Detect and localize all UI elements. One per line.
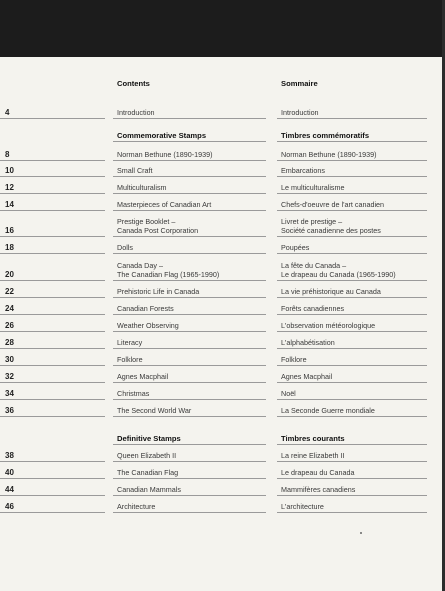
page-number: 34 bbox=[5, 389, 14, 398]
title-fr: La reine Elizabeth II bbox=[281, 451, 345, 460]
title-en: Literacy bbox=[117, 338, 143, 347]
title-en: Queen Elizabeth II bbox=[117, 451, 177, 460]
toc-row-intro[interactable] bbox=[0, 103, 425, 119]
top-dark-band bbox=[0, 0, 445, 57]
toc-row[interactable] bbox=[0, 145, 425, 161]
page-number: 20 bbox=[5, 270, 14, 279]
rule-fr bbox=[277, 416, 427, 417]
page-number: 10 bbox=[5, 166, 14, 175]
section-heading-definitive bbox=[0, 429, 425, 445]
title-en: Folklore bbox=[117, 355, 143, 364]
title-fr: Chefs-d'oeuvre de l'art canadien bbox=[281, 200, 385, 209]
page-number: 46 bbox=[5, 502, 14, 511]
page-number: 28 bbox=[5, 338, 14, 347]
toc-row[interactable] bbox=[0, 298, 425, 315]
section-heading-commemorative bbox=[0, 127, 425, 142]
toc-row[interactable] bbox=[0, 496, 425, 513]
page-number: 12 bbox=[5, 183, 14, 192]
toc-row[interactable] bbox=[0, 383, 425, 400]
title-fr-line2: Société canadienne des postes bbox=[281, 226, 381, 235]
title-fr: L'observation météorologique bbox=[281, 321, 376, 330]
title-en: Dolls bbox=[117, 243, 133, 252]
toc-row[interactable] bbox=[0, 366, 425, 383]
title-fr: Folklore bbox=[281, 355, 307, 364]
toc-row[interactable] bbox=[0, 254, 425, 281]
title-en: Prestige Booklet – bbox=[117, 217, 176, 226]
toc-row[interactable] bbox=[0, 445, 425, 462]
page-number: 38 bbox=[5, 451, 14, 460]
title-en: Weather Observing bbox=[117, 321, 179, 330]
rule-fr bbox=[277, 141, 427, 142]
title-en: Canadian Forests bbox=[117, 304, 174, 313]
title-en: Canada Day – bbox=[117, 261, 163, 270]
page-number: 16 bbox=[5, 226, 14, 235]
section-title-en: Definitive Stamps bbox=[117, 434, 181, 443]
toc-row[interactable] bbox=[0, 211, 425, 237]
rule-number bbox=[0, 118, 105, 119]
title-en: Masterpieces of Canadian Art bbox=[117, 200, 212, 209]
page-number: 24 bbox=[5, 304, 14, 313]
title-fr: Embarcations bbox=[281, 166, 325, 175]
rule-en bbox=[113, 416, 266, 417]
page-number: 44 bbox=[5, 485, 14, 494]
page-number: 36 bbox=[5, 406, 14, 415]
toc-row[interactable] bbox=[0, 462, 425, 479]
page-number: 22 bbox=[5, 287, 14, 296]
title-en-line2: Canada Post Corporation bbox=[117, 226, 199, 235]
title-fr: Introduction bbox=[281, 108, 319, 117]
toc-row[interactable] bbox=[0, 237, 425, 254]
toc-row[interactable] bbox=[0, 161, 425, 177]
title-en: Prehistoric Life in Canada bbox=[117, 287, 200, 296]
page-number: 14 bbox=[5, 200, 14, 209]
toc-row[interactable] bbox=[0, 177, 425, 194]
toc-row[interactable] bbox=[0, 349, 425, 366]
rule-fr bbox=[277, 512, 427, 513]
title-fr: La vie préhistorique au Canada bbox=[281, 287, 381, 296]
title-fr: Noël bbox=[281, 389, 296, 398]
title-en: Canadian Mammals bbox=[117, 485, 181, 494]
title-fr-line2: Le drapeau du Canada (1965-1990) bbox=[281, 270, 396, 279]
toc-row[interactable] bbox=[0, 281, 425, 298]
title-en: Architecture bbox=[117, 502, 156, 511]
print-speck bbox=[360, 532, 362, 534]
title-fr: L'architecture bbox=[281, 502, 324, 511]
title-fr: La Seconde Guerre mondiale bbox=[281, 406, 375, 415]
title-fr: Mammifères canadiens bbox=[281, 485, 356, 494]
rule-en bbox=[113, 512, 266, 513]
title-fr: L'alphabétisation bbox=[281, 338, 335, 347]
page-number: 32 bbox=[5, 372, 14, 381]
title-fr: Poupées bbox=[281, 243, 310, 252]
title-fr: Livret de prestige – bbox=[281, 217, 343, 226]
page-number: 26 bbox=[5, 321, 14, 330]
title-en: The Canadian Flag bbox=[117, 468, 179, 477]
page-number: 30 bbox=[5, 355, 14, 364]
toc-row[interactable] bbox=[0, 194, 425, 211]
page-number: 8 bbox=[5, 150, 10, 159]
title-fr: La fête du Canada – bbox=[281, 261, 347, 270]
title-en: Norman Bethune (1890-1939) bbox=[117, 150, 213, 159]
title-en-line2: The Canadian Flag (1965-1990) bbox=[117, 270, 220, 279]
title-en: The Second World War bbox=[117, 406, 192, 415]
toc-row[interactable] bbox=[0, 479, 425, 496]
title-en: Agnes Macphail bbox=[117, 372, 169, 381]
page-number: 18 bbox=[5, 243, 14, 252]
title-en: Christmas bbox=[117, 389, 150, 398]
title-fr: Norman Bethune (1890-1939) bbox=[281, 150, 377, 159]
toc-row[interactable] bbox=[0, 400, 425, 417]
rule-fr bbox=[277, 118, 427, 119]
section-title-en: Commemorative Stamps bbox=[117, 131, 207, 140]
page-number: 40 bbox=[5, 468, 14, 477]
toc-row[interactable] bbox=[0, 332, 425, 349]
column-headers bbox=[0, 76, 425, 90]
rule-number bbox=[0, 416, 105, 417]
page-number: 4 bbox=[5, 108, 10, 117]
section-title-fr: Timbres commémoratifs bbox=[281, 131, 370, 140]
rule-number bbox=[0, 512, 105, 513]
title-en: Introduction bbox=[117, 108, 155, 117]
contents-heading: Contents bbox=[117, 79, 150, 88]
sommaire-heading: Sommaire bbox=[281, 79, 318, 88]
title-fr: Le multiculturalisme bbox=[281, 183, 345, 192]
rule-en bbox=[113, 141, 266, 142]
section-title-fr: Timbres courants bbox=[281, 434, 345, 443]
title-fr: Le drapeau du Canada bbox=[281, 468, 355, 477]
title-en: Multiculturalism bbox=[117, 183, 167, 192]
title-fr: Forêts canadiennes bbox=[281, 304, 345, 313]
rule-en bbox=[113, 118, 266, 119]
title-en: Small Craft bbox=[117, 166, 153, 175]
title-fr: Agnes Macphail bbox=[281, 372, 333, 381]
toc-row[interactable] bbox=[0, 315, 425, 332]
